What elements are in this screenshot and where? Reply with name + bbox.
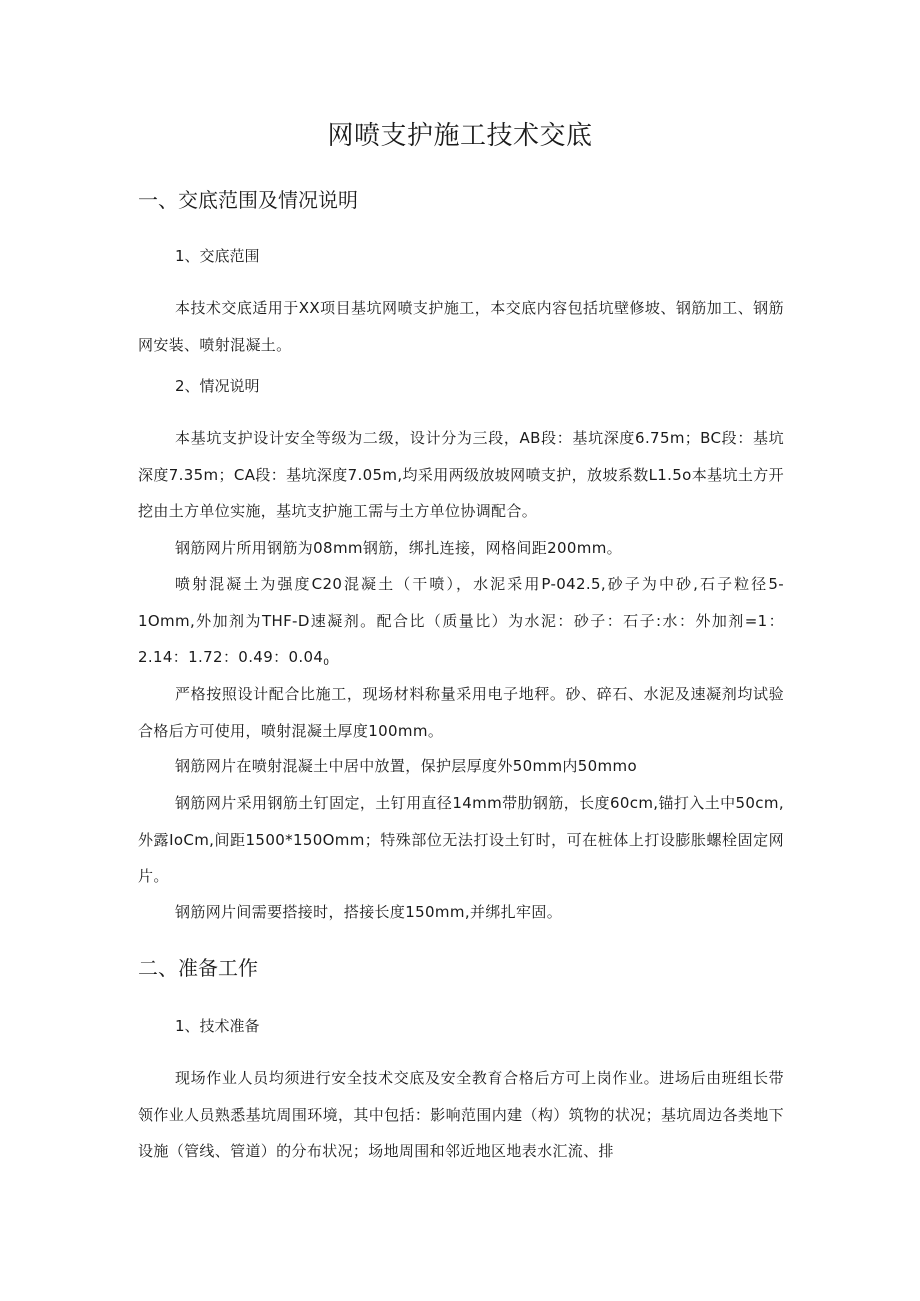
paragraph-scope: 本技术交底适用于XX项目基坑网喷支护施工，本交底内容包括坑壁修坡、钢筋加工、钢筋网安装、喷射混凝土。 (138, 299, 784, 354)
paragraph-shotcrete-subscript: 0 (323, 658, 329, 668)
paragraph-situation: 本基坑支护设计安全等级为二级，设计分为三段，AB段：基坑深度6.75m；BC段：基坑深度7.35m；CA段：基坑深度7.05m,均采用两级放坡网喷支护，放坡系数L1.5o本基坑土方开挖由土方单位实施，基坑支护施工需与土方单位协调配合。 (138, 429, 785, 520)
document-title: 网喷支护施工技术交底 (327, 121, 593, 151)
paragraph-technical-prep: 现场作业人员均须进行安全技术交底及安全教育合格后方可上岗作业。进场后由班组长带领作业人员熟悉基坑周围环境，其中包括：影响范围内建（构）筑物的状况；基坑周边各类地下设施（管线、管道）的分布状况；场地周围和邻近地区地表水汇流、排 (138, 1069, 784, 1160)
paragraph-shotcrete-text: 喷射混凝土为强度C20混凝土（干喷），水泥采用P-042.5,砂子为中砂,石子粒径5-1Omm,外加剂为THF-D速凝剂。配合比（质量比）为水泥：砂子：石子:水：外加剂=1：2.14：1.72：0.49：0.04 (138, 575, 784, 666)
paragraph-mesh-placement: 钢筋网片在喷射混凝土中居中放置，保护层厚度外50mm内50mmo (175, 757, 638, 775)
paragraph-lap-splice: 钢筋网片间需要搭接时，搭接长度150mm,并绑扎牢固。 (175, 903, 563, 921)
section-1-heading: 一、交底范围及情况说明 (138, 188, 358, 212)
paragraph-rebar-mesh: 钢筋网片所用钢筋为08mm钢筋，绑扎连接，网格间距200mm。 (175, 539, 623, 557)
section-2-1-heading: 1、技术准备 (175, 1017, 260, 1035)
paragraph-mix-ratio: 严格按照设计配合比施工，现场材料称量采用电子地秤。砂、碎石、水泥及速凝剂均试验合格后方可使用，喷射混凝土厚度100mm。 (138, 685, 784, 740)
paragraph-soil-nail: 钢筋网片采用钢筋土钉固定，土钉用直径14mm带肋钢筋，长度60cm,锚打入土中50cm,外露IoCm,间距1500*150Omm；特殊部位无法打设土钉时，可在桩体上打设膨胀螺栓固定网片。 (138, 794, 784, 885)
section-1-2-heading: 2、情况说明 (175, 377, 260, 395)
section-1-1-heading: 1、交底范围 (175, 247, 260, 265)
section-2-heading: 二、准备工作 (138, 956, 258, 980)
paragraph-shotcrete (138, 566, 784, 682)
